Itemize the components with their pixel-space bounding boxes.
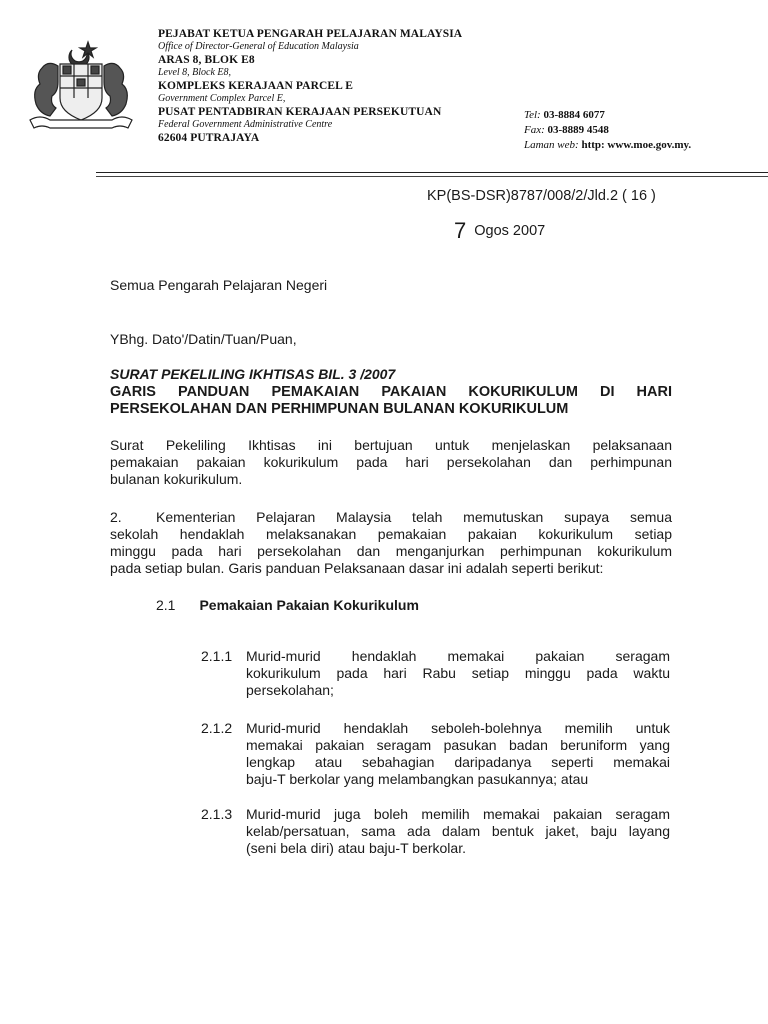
paragraph-line: minggu pada hari persekolahan dan menganjurkan perhimpunan kokurikulum: [110, 543, 672, 559]
coat-of-arms-logo: [22, 36, 140, 140]
paragraph-line: pada setiap bulan. Garis panduan Pelaksanaan dasar ini adalah seperti berikut:: [110, 560, 604, 576]
item-line: Murid-murid hendaklah seboleh-bolehnya memilih untuk: [246, 720, 670, 736]
letterhead-complex-english: Government Complex Parcel E,: [158, 93, 286, 104]
letterhead-postcode: 62604 PUTRAJAYA: [158, 132, 260, 144]
item-number: 2.1.1: [201, 648, 233, 664]
date-month-year: Ogos 2007: [474, 223, 546, 239]
contact-tel: Tel: 03-8884 6077: [524, 109, 605, 121]
letterhead-level-malay: ARAS 8, BLOK E8: [158, 54, 255, 66]
list-item: [246, 720, 670, 788]
item-line: kokurikulum pada hari Rabu setiap minggu pada waktu: [246, 665, 670, 681]
letterhead-divider: [96, 172, 768, 173]
letter-date: [454, 218, 546, 243]
letterhead-office-malay: PEJABAT KETUA PENGARAH PELAJARAN MALAYSIA: [158, 28, 463, 40]
paragraph-2-number: 2.: [110, 509, 122, 525]
paragraph-line: bulanan kokurikulum.: [110, 471, 243, 487]
paragraph-line: Surat Pekeliling Ikhtisas ini bertujuan untuk menjelaskan pelaksanaan: [110, 437, 672, 453]
paragraph-line: Kementerian Pelajaran Malaysia telah memutuskan supaya semua: [156, 509, 672, 525]
letterhead-level-english: Level 8, Block E8,: [158, 67, 232, 78]
contact-fax: Fax: 03-8889 4548: [524, 124, 609, 136]
letterhead-centre-english: Federal Government Administrative Centre: [158, 119, 333, 130]
paragraph-1: [110, 437, 672, 488]
date-day: 7: [454, 218, 467, 243]
paragraph-line: sekolah hendaklah melaksanakan pemakaian pakaian kokurikulum setiap: [110, 526, 672, 542]
item-line: memakai pakaian seragam pasukan badan beruniform yang: [246, 737, 670, 753]
letterhead-address: [158, 27, 462, 145]
contact-web: Laman web: http: www.moe.gov.my.: [524, 139, 692, 151]
item-line: Murid-murid hendaklah memakai pakaian seragam: [246, 648, 670, 664]
circular-number: SURAT PEKELILING IKHTISAS BIL. 3 /2007: [110, 366, 396, 382]
letterhead-centre-malay: PUSAT PENTADBIRAN KERAJAAN PERSEKUTUAN: [158, 106, 442, 118]
item-line: baju-T berkolar yang melambangkan pasukannya; atau: [246, 771, 589, 787]
item-number: 2.1.3: [201, 806, 233, 822]
paragraph-line: pemakaian pakaian kokurikulum pada hari persekolahan dan perhimpunan: [110, 454, 672, 470]
letterhead-divider-thin: [96, 176, 768, 177]
recipient: Semua Pengarah Pelajaran Negeri: [110, 277, 328, 293]
section-title: Pemakaian Pakaian Kokurikulum: [199, 597, 419, 613]
item-number: 2.1.2: [201, 720, 233, 736]
letterhead-complex-malay: KOMPLEKS KERAJAAN PARCEL E: [158, 80, 354, 92]
paragraph-2: [110, 509, 672, 577]
item-line: (seni bela diri) atau baju-T berkolar.: [246, 840, 466, 856]
item-line: lengkap atau sebahagian daripadanya seperti memakai: [246, 754, 670, 770]
salutation: YBhg. Dato'/Datin/Tuan/Puan,: [110, 331, 297, 347]
item-line: Murid-murid juga boleh memilih memakai pakaian seragam: [246, 806, 670, 822]
circular-title: [110, 384, 672, 418]
section-number: 2.1: [156, 597, 176, 613]
reference-number: KP(BS-DSR)8787/008/2/Jld.2 ( 16 ): [427, 188, 656, 204]
list-item: [246, 648, 670, 699]
letterhead-office-english: Office of Director-General of Education Malaysia: [158, 41, 359, 52]
letterhead-contact: [524, 108, 691, 153]
section-2-1-heading: [156, 597, 419, 614]
list-item: [246, 806, 670, 857]
item-line: persekolahan;: [246, 682, 334, 698]
circular-title-line: PERSEKOLAHAN DAN PERHIMPUNAN BULANAN KOKURIKULUM: [110, 401, 569, 417]
circular-title-line: GARIS PANDUAN PEMAKAIAN PAKAIAN KOKURIKULUM DI HARI: [110, 384, 672, 400]
item-line: kelab/persatuan, sama ada dalam bentuk jaket, baju layang: [246, 823, 670, 839]
